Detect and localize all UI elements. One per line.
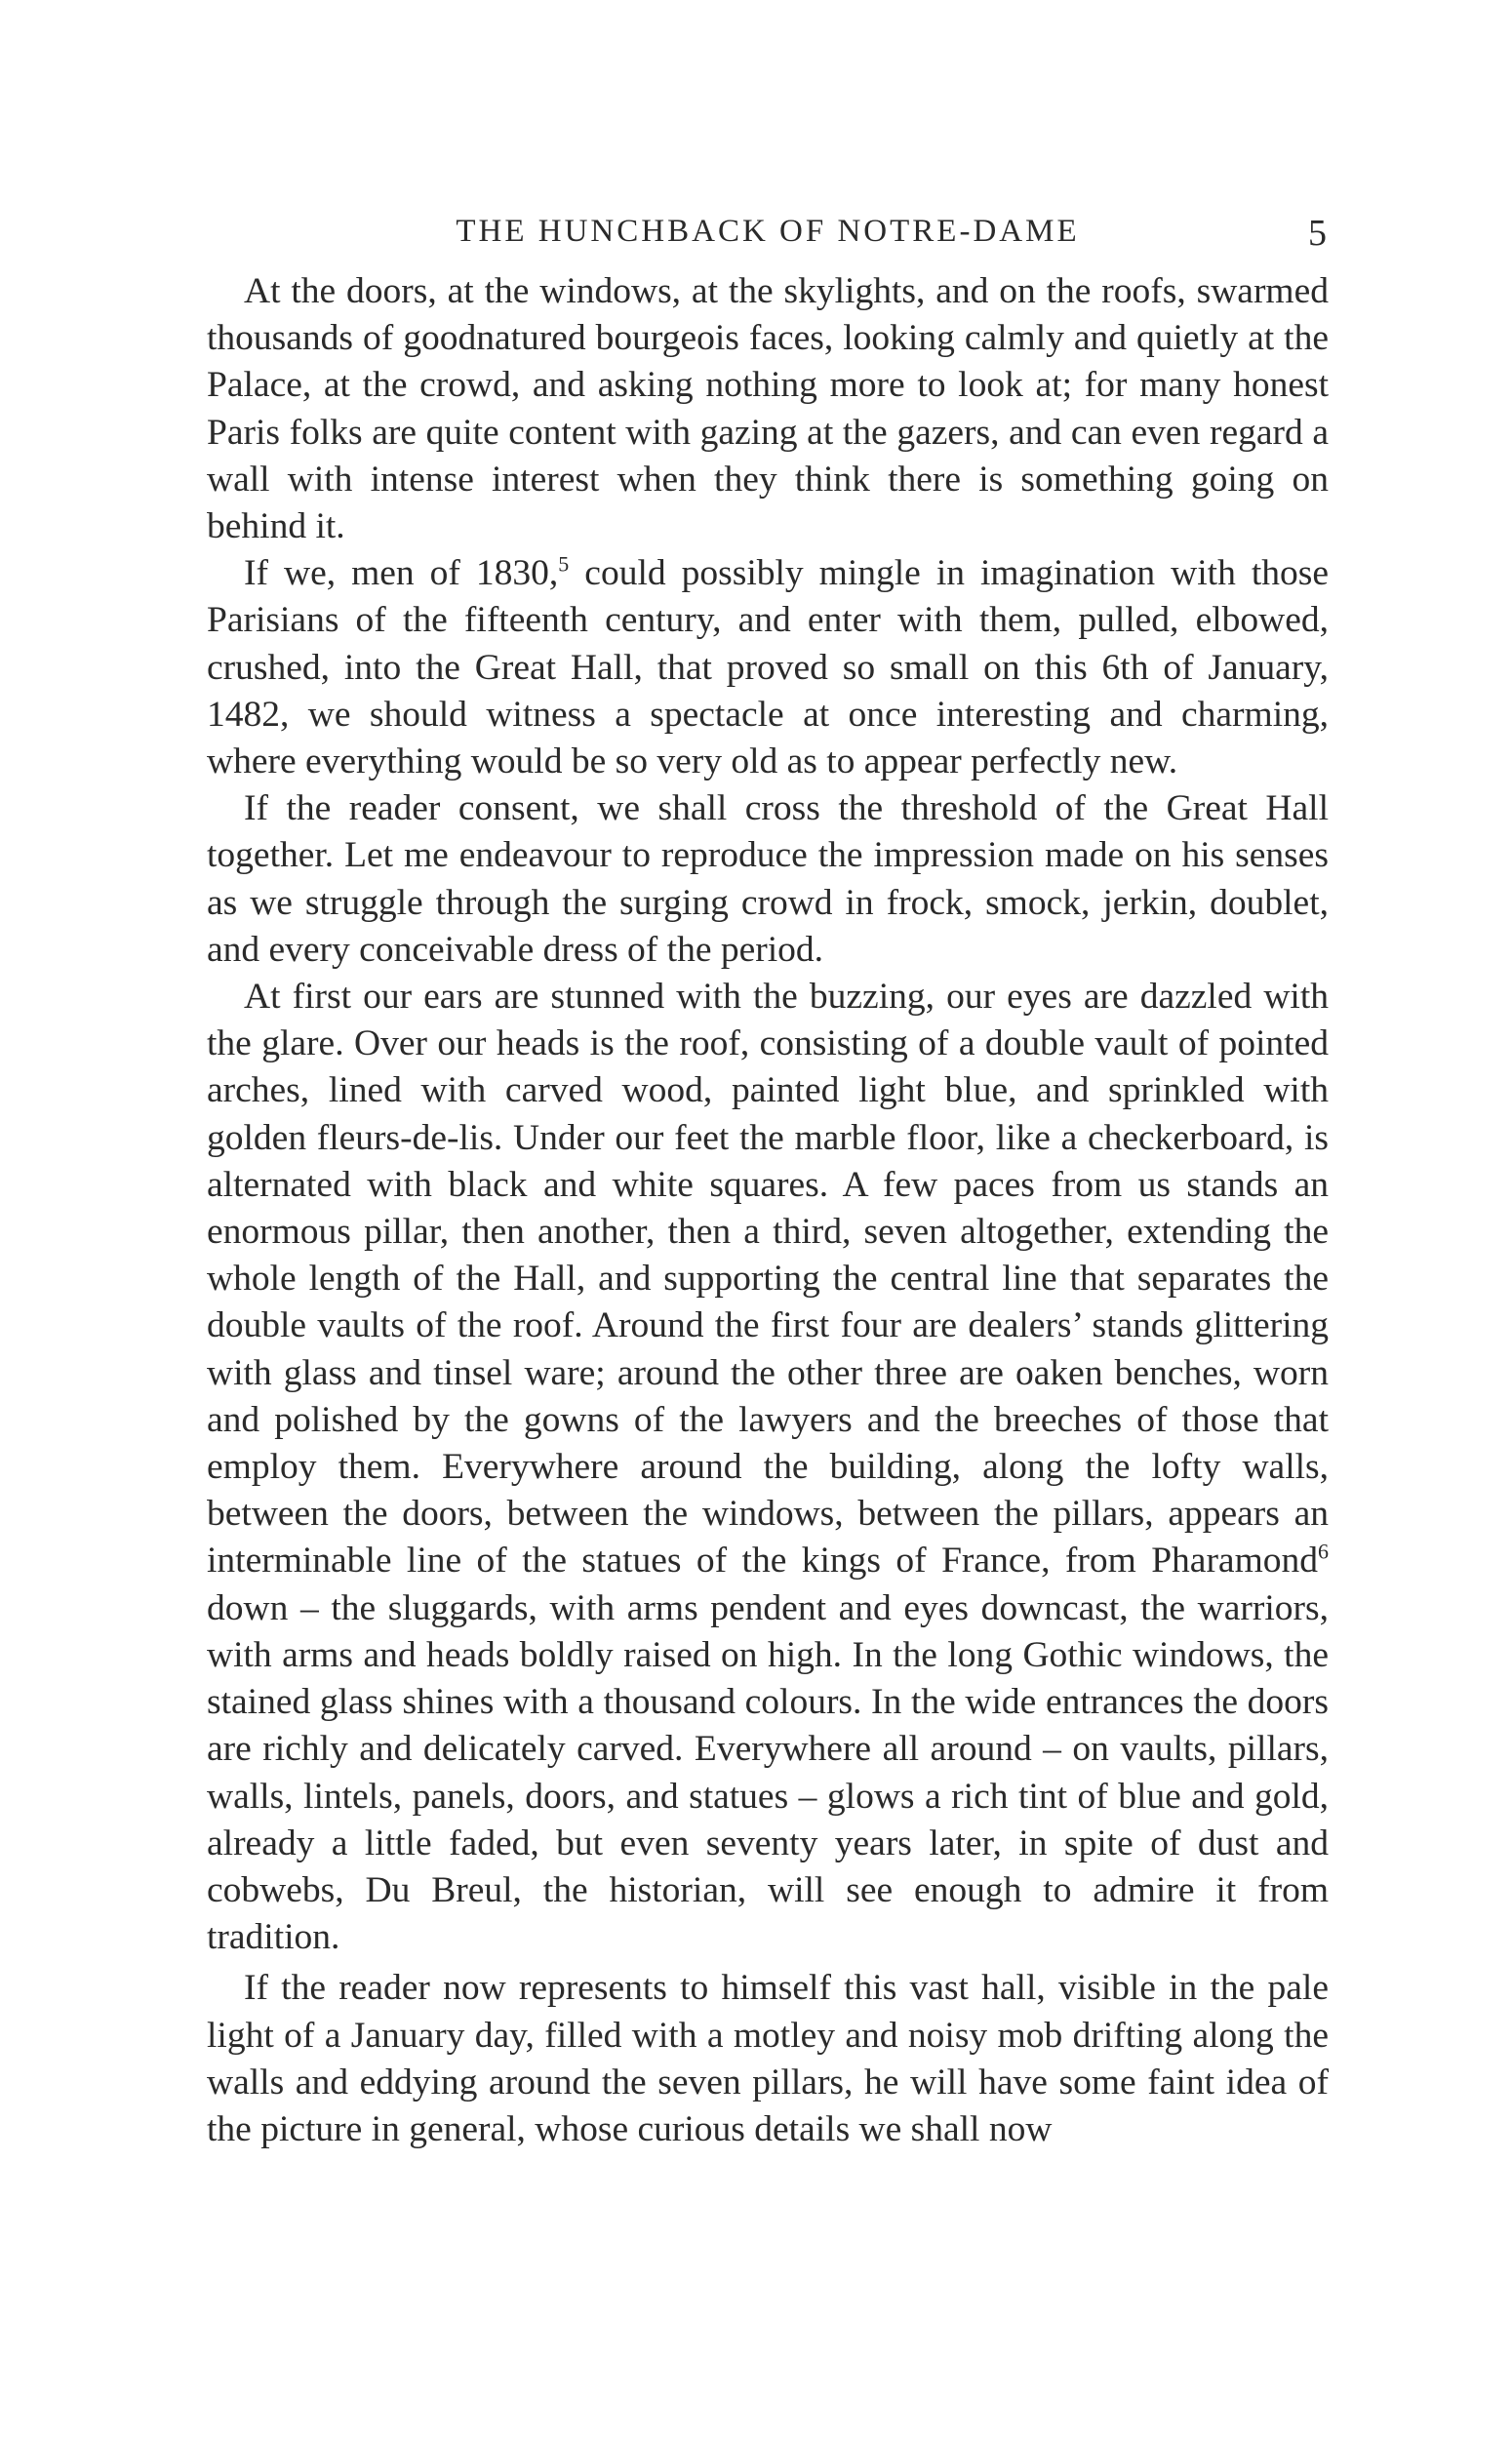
paragraph: At the doors, at the windows, at the skylights, and on the roofs, swarmed thousands of goodnatured bourgeois faces, looking calmly and quietly at the Palace, at the crowd, and asking nothing more to look at; for many honest Paris folks are quite content with gazing at the gazers, and can even regard a wall with intense interest when they think there is something going on behind it. bbox=[207, 271, 1329, 547]
paragraph bbox=[207, 974, 1329, 1961]
paragraph-text: If we, men of 1830, bbox=[244, 553, 559, 594]
body-text bbox=[207, 268, 1329, 2153]
running-title: THE HUNCHBACK OF NOTRE-DAME bbox=[456, 214, 1080, 249]
paragraph: If the reader consent, we shall cross the threshold of the Great Hall together. Let me endeavour to reproduce the impression made on his senses as we struggle through the surging crowd in frock, smock, jerkin, doublet, and every conceivable dress of the period. bbox=[207, 788, 1329, 970]
page-number: 5 bbox=[1308, 213, 1327, 254]
paragraph bbox=[207, 550, 1329, 785]
paragraph-text: At first our ears are stunned with the buzzing, our eyes are dazzled with the glare. Over our heads is the roof, consisting of a double vault of pointed arches, lined with carved wood, painted light blue, and sprinkled with golden fleurs-de-lis. Under our feet the marble floor, like a checkerboard, is alternated with black and white squares. A few paces from us stands an enormous pillar, then another, then a third, seven altogether, extending the whole length of the Hall, and supporting the central line that separates the double vaults of the roof. Around the first four are dealers’ stands glittering with glass and tinsel ware; around the other three are oaken benches, worn and polished by the gowns of the lawyers and the breeches of those that employ them. Everywhere around the building, along the lofty walls, between the doors, between the windows, between the pillars, appears an interminable line of the statues of the kings of France, from Pharamond bbox=[207, 977, 1329, 1582]
running-head bbox=[207, 207, 1329, 256]
paragraph-text: down – the sluggards, with arms pendent and eyes downcast, the warriors, with arms and heads boldly raised on high. In the long Gothic windows, the stained glass shines with a thousand colours. In the wide entrances the doors are richly and delicately carved. Everywhere all around – on vaults, pillars, walls, lintels, panels, doors, and statues – glows a rich tint of blue and gold, already a little faded, but even seventy years later, in spite of dust and cobwebs, Du Breul, the historian, will see enough to admire it from tradition. bbox=[207, 1587, 1329, 1958]
paragraph: If the reader now represents to himself this vast hall, visible in the pale light of a January day, filled with a motley and noisy mob drifting along the walls and eddying around the seven pillars, he will have some faint idea of the picture in general, whose curious details we shall now bbox=[207, 1968, 1329, 2149]
footnote-reference: 5 bbox=[558, 551, 570, 577]
paragraph-text: could possibly mingle in imagination with those Parisians of the fifteenth century, and enter with them, pulled, elbowed, crushed, into the Great Hall, that proved so small on this 6th of January, 1482, we should witness a spectacle at once interesting and charming, where everything would be so very old as to appear perfectly new. bbox=[207, 553, 1329, 782]
footnote-reference: 6 bbox=[1318, 1539, 1329, 1564]
